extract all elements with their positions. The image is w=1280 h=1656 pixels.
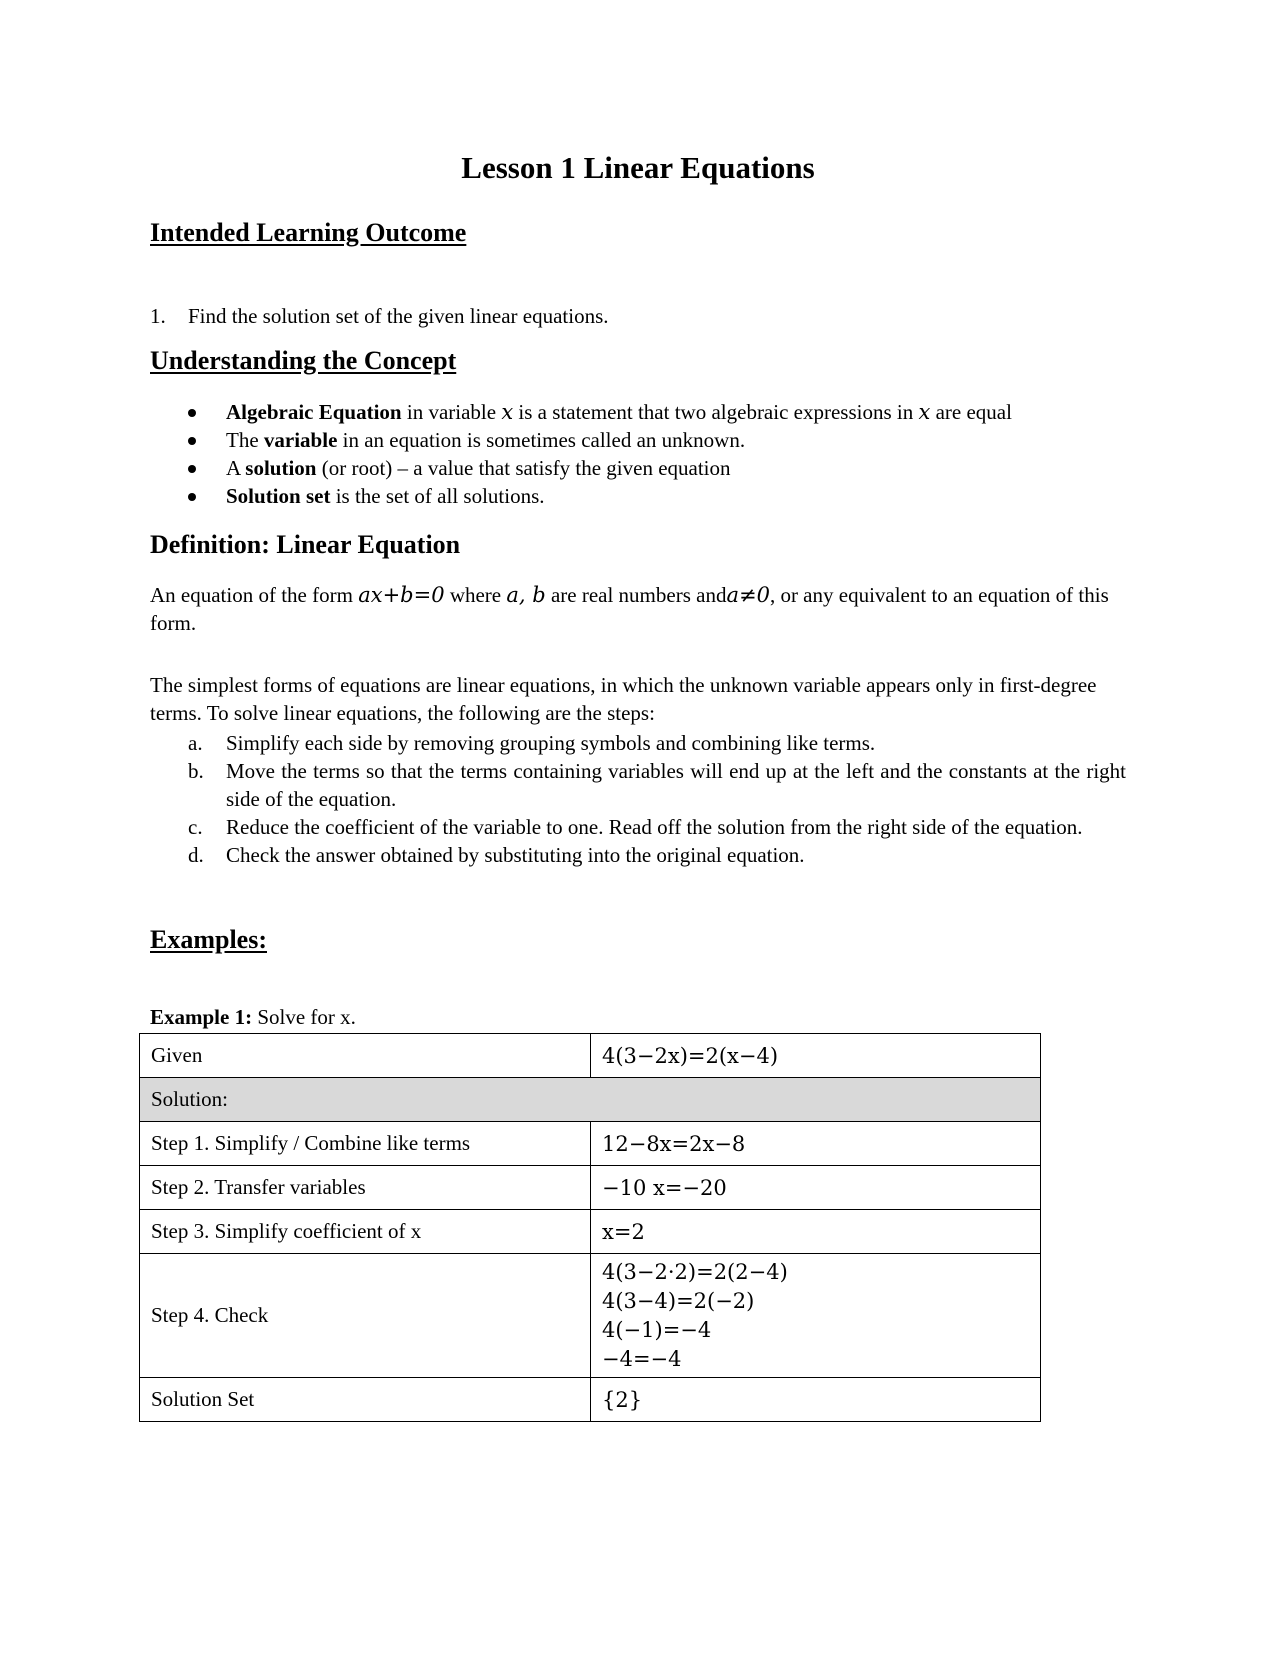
step-letter: b. xyxy=(188,759,204,783)
step-item-b xyxy=(150,757,1126,813)
term-algebraic-equation: Algebraic Equation xyxy=(226,400,402,424)
simplest-forms-paragraph: The simplest forms of equations are linear equations, in which the unknown variable appears only in first-degree terms. To solve linear equations, the following are the steps: xyxy=(150,673,1097,725)
step1-label: Step 1. Simplify / Combine like terms xyxy=(140,1122,591,1166)
step1-value: 12−8x=2x−8 xyxy=(591,1122,1041,1166)
outcome-heading: Intended Learning Outcome xyxy=(150,218,467,247)
table-row-given xyxy=(140,1034,1041,1078)
math-var: x xyxy=(501,400,514,424)
bullet-solution xyxy=(150,454,1012,482)
concept-bullet-list xyxy=(150,398,1012,510)
bullet-text: (or root) – a value that satisfy the given equation xyxy=(316,456,731,480)
solution-set-label: Solution Set xyxy=(140,1378,591,1422)
check-line-2: 4(3−4)=2(−2) xyxy=(602,1288,755,1313)
step4-label: Step 4. Check xyxy=(140,1254,591,1378)
math-condition: a≠0 xyxy=(726,583,770,607)
table-row-step1 xyxy=(140,1122,1041,1166)
solution-set-value: {2} xyxy=(591,1378,1041,1422)
bullet-text: The xyxy=(226,428,264,452)
definition-paragraph xyxy=(150,581,1126,637)
bullet-text: in an equation is sometimes called an unknown. xyxy=(337,428,746,452)
step-letter: c. xyxy=(188,815,203,839)
example-1-label xyxy=(150,1003,356,1031)
step-item-d xyxy=(150,841,1126,869)
bullet-text: A xyxy=(226,456,246,480)
solution-label: Solution: xyxy=(140,1078,1041,1122)
example-number: Example 1: xyxy=(150,1005,253,1029)
bullet-dot xyxy=(188,437,196,445)
step3-label: Step 3. Simplify coefficient of x xyxy=(140,1210,591,1254)
table-row-solution xyxy=(140,1078,1041,1122)
definition-text: are real numbers and xyxy=(545,583,727,607)
example-prompt: Solve for x. xyxy=(252,1005,356,1029)
step2-value: −10 x=−20 xyxy=(591,1166,1041,1210)
outcome-item xyxy=(150,302,609,330)
bullet-dot xyxy=(188,493,196,501)
math-linear-form: ax+b=0 xyxy=(358,583,445,607)
term-solution-set: Solution set xyxy=(226,484,331,508)
table-row-solution-set xyxy=(140,1378,1041,1422)
bullet-dot xyxy=(188,465,196,473)
check-line-1: 4(3−2·2)=2(2−4) xyxy=(602,1259,788,1284)
bullet-variable xyxy=(150,426,1012,454)
step-item-c xyxy=(150,813,1126,841)
step-letter: d. xyxy=(188,843,204,867)
concept-heading: Understanding the Concept xyxy=(150,346,457,375)
examples-heading: Examples: xyxy=(150,925,267,954)
page-title: Lesson 1 Linear Equations xyxy=(461,150,815,185)
definition-text: An equation of the form xyxy=(150,583,359,607)
math-var: x xyxy=(918,400,931,424)
check-line-4: −4=−4 xyxy=(602,1346,682,1371)
step4-value xyxy=(591,1254,1041,1378)
step2-label: Step 2. Transfer variables xyxy=(140,1166,591,1210)
step-text: Simplify each side by removing grouping symbols and combining like terms. xyxy=(226,731,876,755)
solving-steps-list xyxy=(150,729,1126,869)
bullet-text: is a statement that two algebraic expressions in xyxy=(513,400,919,424)
step-letter: a. xyxy=(188,731,203,755)
table-row-step3 xyxy=(140,1210,1041,1254)
outcome-item-text: Find the solution set of the given linear equations. xyxy=(188,304,609,328)
check-line-3: 4(−1)=−4 xyxy=(602,1317,712,1342)
table-row-step4 xyxy=(140,1254,1041,1378)
step-item-a xyxy=(150,729,1126,757)
example-1-table xyxy=(139,1033,1041,1422)
definition-text: where xyxy=(444,583,507,607)
table-row-step2 xyxy=(140,1166,1041,1210)
term-solution: solution xyxy=(245,456,317,480)
outcome-item-number: 1. xyxy=(150,304,166,328)
step-text: Check the answer obtained by substituting into the original equation. xyxy=(226,843,805,867)
bullet-dot xyxy=(188,409,196,417)
step-text: Reduce the coefficient of the variable to one. Read off the solution from the right side of the equation. xyxy=(226,815,1083,839)
bullet-solution-set xyxy=(150,482,1012,510)
bullet-text: is the set of all solutions. xyxy=(330,484,545,508)
definition-heading: Definition: Linear Equation xyxy=(150,530,461,559)
bullet-text: in variable xyxy=(401,400,502,424)
given-value: 4(3−2x)=2(x−4) xyxy=(591,1034,1041,1078)
given-label: Given xyxy=(140,1034,591,1078)
term-variable: variable xyxy=(263,428,338,452)
math-vars: a, b xyxy=(506,583,546,607)
bullet-text: are equal xyxy=(930,400,1012,424)
definition-text: , or any equivalent to an equation of this form. xyxy=(150,583,1109,635)
bullet-algebraic-equation xyxy=(150,398,1012,426)
step-text: Move the terms so that the terms containing variables will end up at the left and the constants at the right side of the equation. xyxy=(226,759,1126,811)
step3-value: x=2 xyxy=(591,1210,1041,1254)
